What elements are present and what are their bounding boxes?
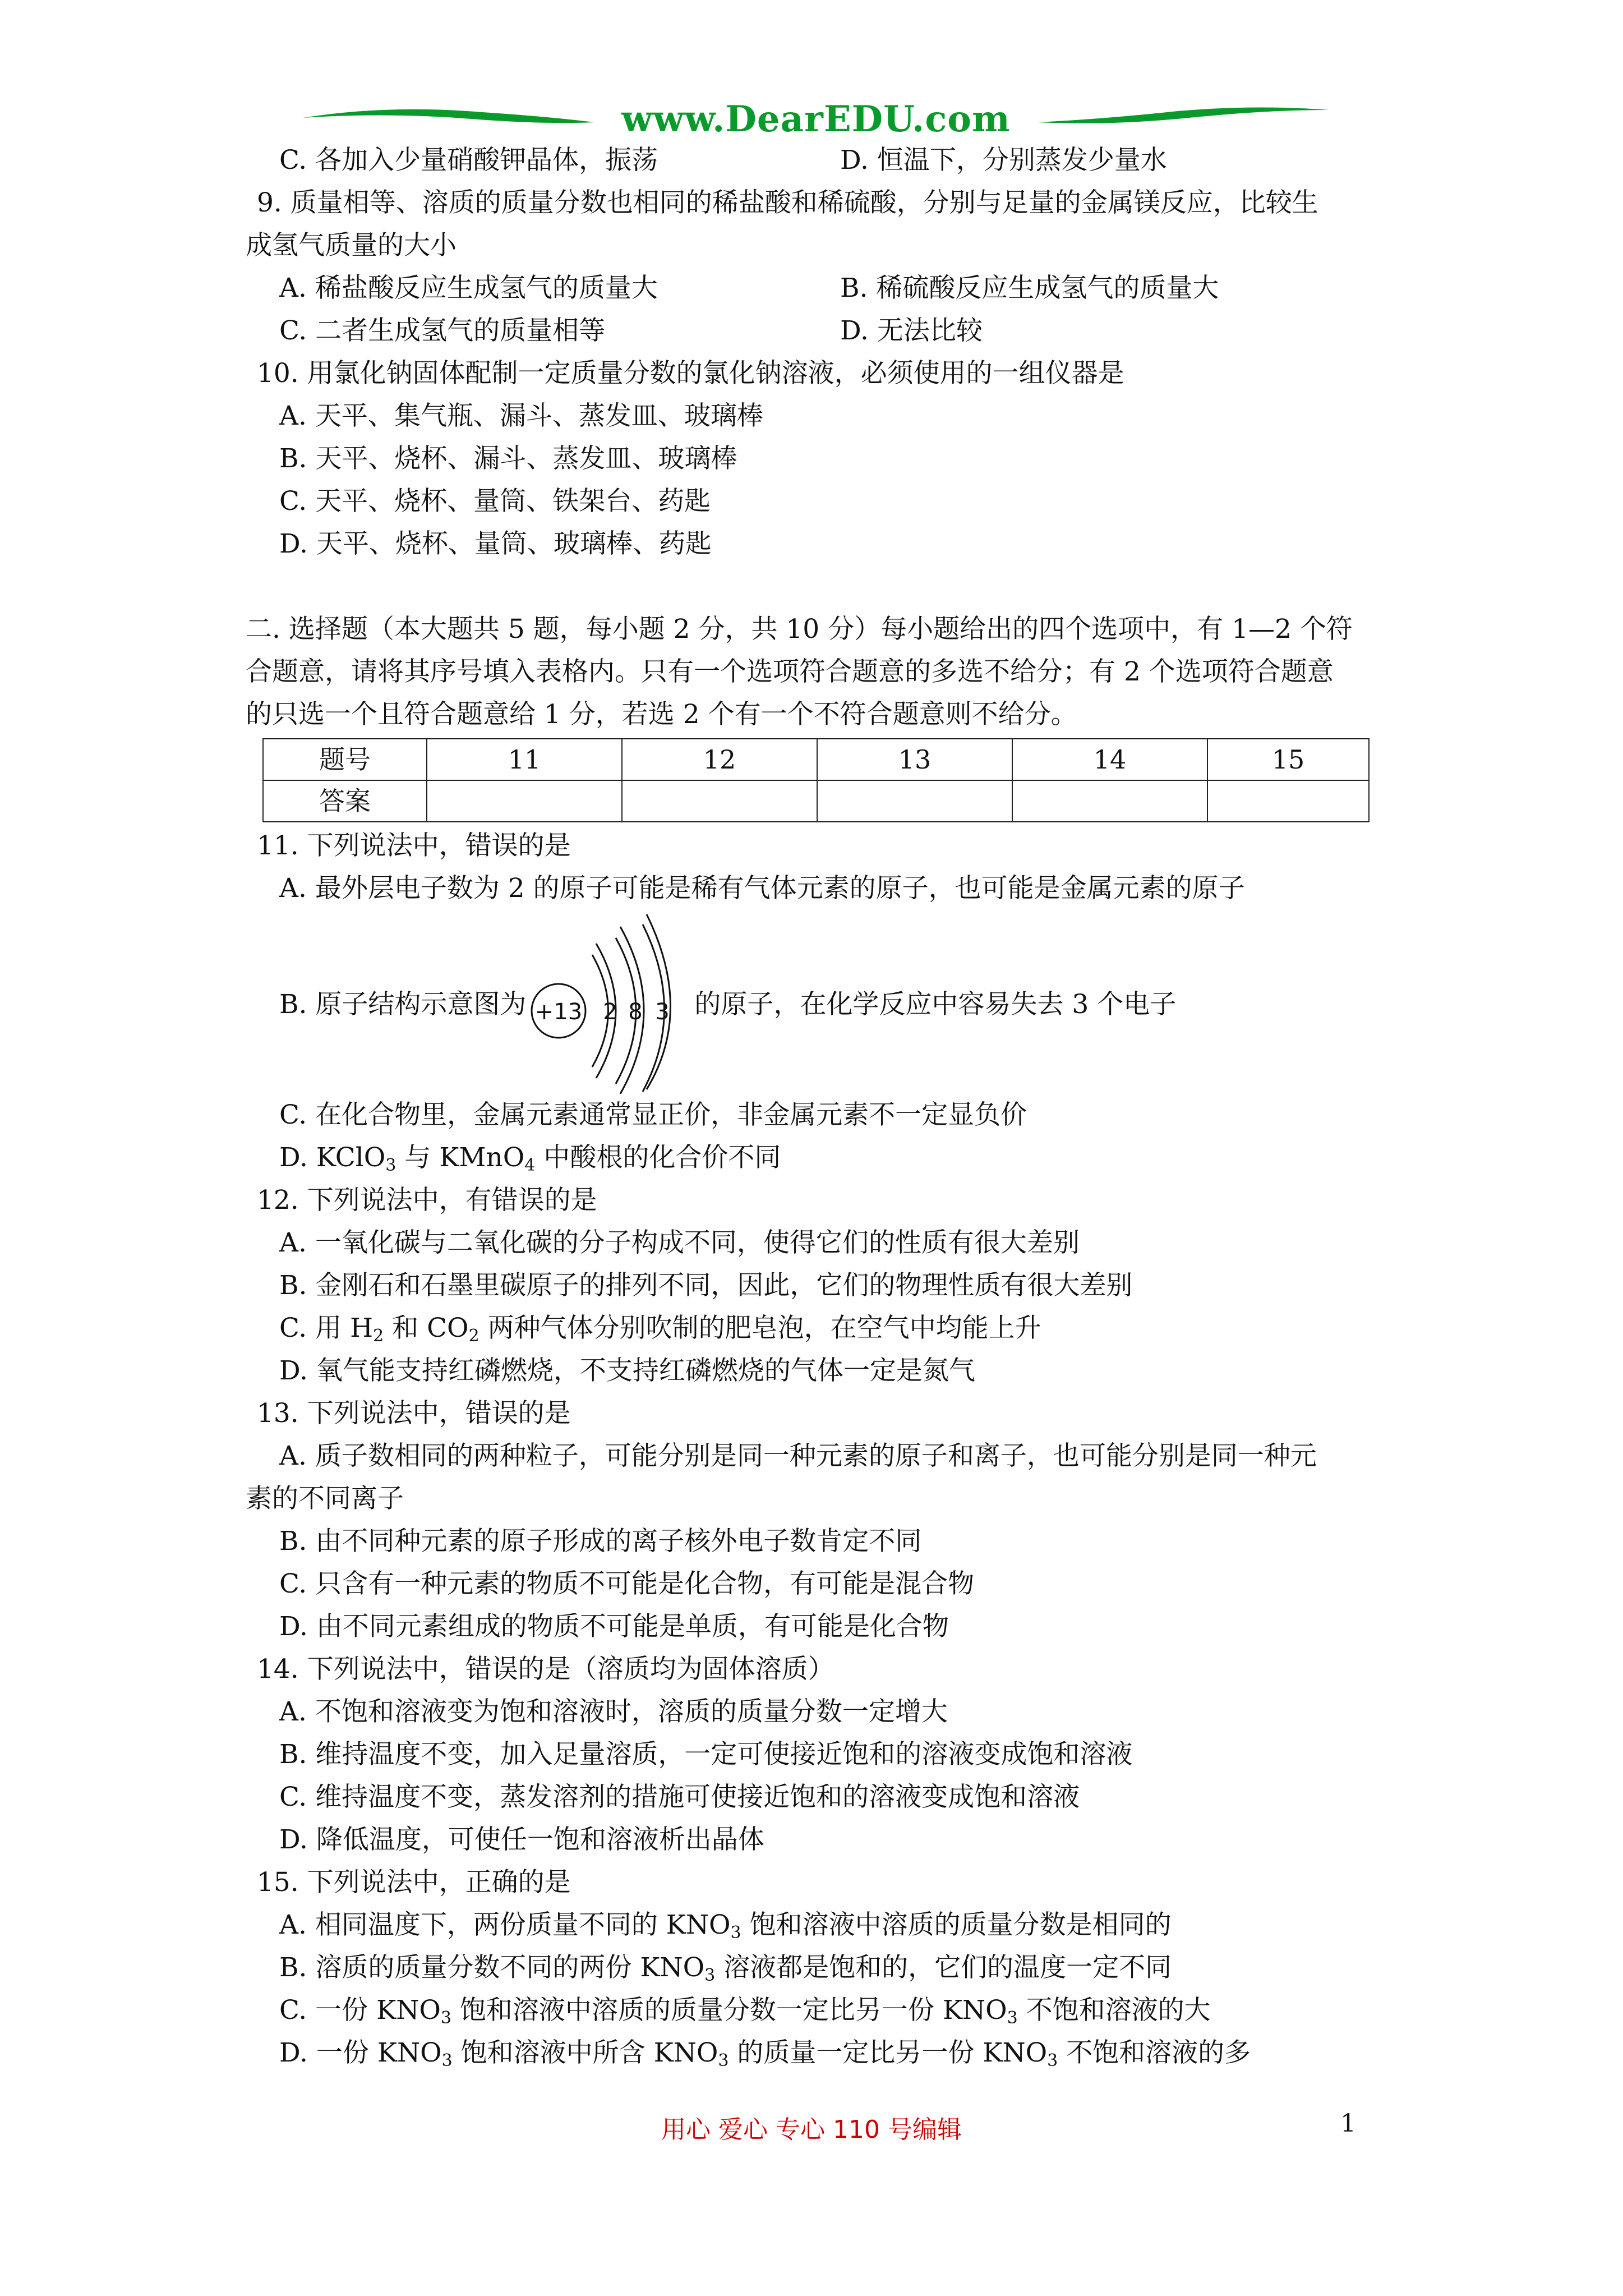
- q15-option-a: [246, 1904, 1412, 1947]
- subscript: 3: [730, 1923, 741, 1943]
- text-part: 饱和溶液中溶质的质量分数是相同的: [741, 1910, 1172, 1940]
- text-part: D. 一份 KNO: [279, 2037, 442, 2068]
- question-9: 9. 质量相等、溶质的质量分数也相同的稀盐酸和稀硫酸，分别与足量的金属镁反应，比较生: [257, 187, 1318, 218]
- electron-shell-3-count: 3: [655, 999, 670, 1025]
- text-part: B. 溶质的质量分数不同的两份 KNO: [279, 1952, 705, 1983]
- answer-cell[interactable]: [817, 780, 1012, 822]
- text-part: 中酸根的化合价不同: [535, 1142, 781, 1173]
- subscript: 3: [718, 2051, 729, 2070]
- q13-option-a: A. 质子数相同的两种粒子，可能分别是同一种元素的原子和离子，也可能分别是同一种元: [279, 1441, 1317, 1471]
- section-2-intro: 二. 选择题（本大题共 5 题，每小题 2 分，共 10 分）每小题给出的四个选项中，有 1—2 个符: [246, 614, 1353, 645]
- option-text: D. 恒温下，分别蒸发少量水: [840, 145, 1167, 176]
- text-part: 饱和溶液中所含 KNO: [452, 2037, 718, 2068]
- q8-options-cd: [246, 139, 1412, 182]
- q12-option-a: A. 一氧化碳与二氧化碳的分子构成不同，使得它们的性质有很大差别: [279, 1227, 1080, 1258]
- answer-cell[interactable]: [1207, 780, 1369, 822]
- text-part: 两种气体分别吹制的肥皂泡，在空气中均能上升: [479, 1313, 1041, 1343]
- q13-option-c: C. 只含有一种元素的物质不可能是化合物，有可能是混合物: [279, 1568, 975, 1599]
- subscript: 3: [385, 1156, 396, 1175]
- atom-structure-diagram: [526, 910, 694, 1094]
- text-part: 溶液都是饱和的，它们的温度一定不同: [715, 1952, 1172, 1983]
- q15-option-c: [246, 1989, 1412, 2032]
- text-part: C. 一份 KNO: [279, 1995, 441, 2026]
- answer-table: [262, 738, 1370, 822]
- question-9-cont: 成氢气质量的大小: [246, 230, 457, 261]
- question-13: 13. 下列说法中，错误的是: [257, 1398, 571, 1429]
- question-15: 15. 下列说法中，正确的是: [257, 1867, 571, 1898]
- q10-option-b: B. 天平、烧杯、漏斗、蒸发皿、玻璃棒: [279, 443, 737, 474]
- answer-cell[interactable]: [427, 780, 622, 822]
- q13-option-d: D. 由不同元素组成的物质不可能是单质，有可能是化合物: [279, 1611, 949, 1642]
- text-part: 的质量一定比另一份 KNO: [728, 2037, 1048, 2068]
- q12-option-b: B. 金刚石和石墨里碳原子的排列不同，因此，它们的物理性质有很大差别: [279, 1270, 1133, 1301]
- site-name[interactable]: www.DearEDU.com: [621, 98, 1011, 140]
- exam-content: [246, 139, 1412, 2074]
- text-part: 不饱和溶液的多: [1058, 2037, 1251, 2068]
- option-text: A. 稀盐酸反应生成氢气的质量大: [279, 273, 658, 303]
- table-cell: 答案: [263, 780, 427, 822]
- q13-option-b: B. 由不同种元素的原子形成的离子核外电子数肯定不同: [279, 1526, 922, 1557]
- table-cell: 14: [1012, 739, 1207, 780]
- footer-credit: 用心 爱心 专心 110 号编辑: [661, 2115, 962, 2144]
- site-header: [303, 100, 1329, 139]
- q11-option-b: [246, 910, 1412, 1094]
- q15-option-b: [246, 1947, 1412, 1989]
- table-cell: 题号: [263, 739, 427, 780]
- text-part: 不饱和溶液的大: [1017, 1995, 1211, 2026]
- q14-option-d: D. 降低温度，可使任一饱和溶液析出晶体: [279, 1824, 764, 1855]
- q11-option-c: C. 在化合物里，金属元素通常显正价，非金属元素不一定显负价: [279, 1099, 1027, 1130]
- subscript: 4: [524, 1156, 536, 1175]
- q10-option-d: D. 天平、烧杯、量筒、玻璃棒、药匙: [279, 528, 712, 559]
- q11-option-a: A. 最外层电子数为 2 的原子可能是稀有气体元素的原子，也可能是金属元素的原子: [279, 873, 1245, 904]
- electron-shell-2-count: 8: [628, 999, 643, 1025]
- section-gap: [246, 565, 1412, 608]
- question-14: 14. 下列说法中，错误的是（溶质均为固体溶质）: [257, 1654, 834, 1685]
- subscript: 3: [441, 2051, 453, 2070]
- answer-cell[interactable]: [1012, 780, 1207, 822]
- q12-option-c: [246, 1307, 1412, 1350]
- q9-options-ab: [246, 267, 1412, 310]
- table-cell: 13: [817, 739, 1012, 780]
- question-12: 12. 下列说法中，有错误的是: [257, 1185, 597, 1216]
- option-text: B. 原子结构示意图为: [279, 988, 527, 1020]
- text-part: C. 用 H: [279, 1313, 374, 1343]
- option-text: B. 稀硫酸反应生成氢气的质量大: [840, 273, 1219, 303]
- electron-shell-1-count: 2: [603, 999, 618, 1025]
- subscript: 3: [704, 1966, 716, 1985]
- option-text: 的原子，在化学反应中容易失去 3 个电子: [694, 988, 1177, 1020]
- text-part: 与 KMnO: [396, 1142, 525, 1173]
- subscript: 2: [468, 1326, 479, 1346]
- q14-option-a: A. 不饱和溶液变为饱和溶液时，溶质的质量分数一定增大: [279, 1696, 948, 1727]
- q15-option-d: [246, 2032, 1412, 2074]
- text-part: D. KClO: [279, 1142, 386, 1173]
- subscript: 3: [1007, 2008, 1018, 2028]
- text-part: A. 相同温度下，两份质量不同的 KNO: [279, 1910, 731, 1940]
- q14-option-b: B. 维持温度不变，加入足量溶质，一定可使接近饱和的溶液变成饱和溶液: [279, 1739, 1133, 1770]
- q10-option-a: A. 天平、集气瓶、漏斗、蒸发皿、玻璃棒: [279, 401, 763, 431]
- q12-option-d: D. 氧气能支持红磷燃烧，不支持红磷燃烧的气体一定是氮气: [279, 1355, 975, 1386]
- q9-options-cd: [246, 310, 1412, 352]
- question-11: 11. 下列说法中，错误的是: [257, 830, 571, 861]
- option-text: C. 二者生成氢气的质量相等: [279, 315, 606, 346]
- subscript: 3: [1047, 2051, 1058, 2070]
- page-number: 1: [1340, 2109, 1356, 2138]
- section-2-intro-cont: 合题意，请将其序号填入表格内。只有一个选项符合题意的多选不给分；有 2 个选项符合题意: [246, 656, 1334, 687]
- table-header-row: [263, 739, 1369, 780]
- table-cell: 11: [427, 739, 622, 780]
- q11-option-d: [246, 1137, 1412, 1179]
- atom-nucleus-label: +13: [535, 999, 583, 1025]
- option-text: D. 无法比较: [840, 315, 983, 346]
- subscript: 2: [373, 1326, 384, 1346]
- question-10: 10. 用氯化钠固体配制一定质量分数的氯化钠溶液，必须使用的一组仪器是: [257, 358, 1124, 389]
- table-cell: 15: [1207, 739, 1369, 780]
- section-2-intro-cont: 的只选一个且符合题意给 1 分，若选 2 个有一个不符合题意则不给分。: [246, 699, 1077, 730]
- q14-option-c: C. 维持温度不变，蒸发溶剂的措施可使接近饱和的溶液变成饱和溶液: [279, 1782, 1080, 1812]
- answer-cell[interactable]: [622, 780, 817, 822]
- text-part: 饱和溶液中溶质的质量分数一定比另一份 KNO: [451, 1995, 1007, 2026]
- text-part: 和 CO: [384, 1313, 469, 1343]
- subscript: 3: [440, 2008, 451, 2028]
- q10-option-c: C. 天平、烧杯、量筒、铁架台、药匙: [279, 486, 711, 517]
- option-text: C. 各加入少量硝酸钾晶体，振荡: [279, 145, 658, 176]
- q13-option-a-cont: 素的不同离子: [246, 1483, 404, 1514]
- table-cell: 12: [622, 739, 817, 780]
- table-answer-row: [263, 780, 1369, 822]
